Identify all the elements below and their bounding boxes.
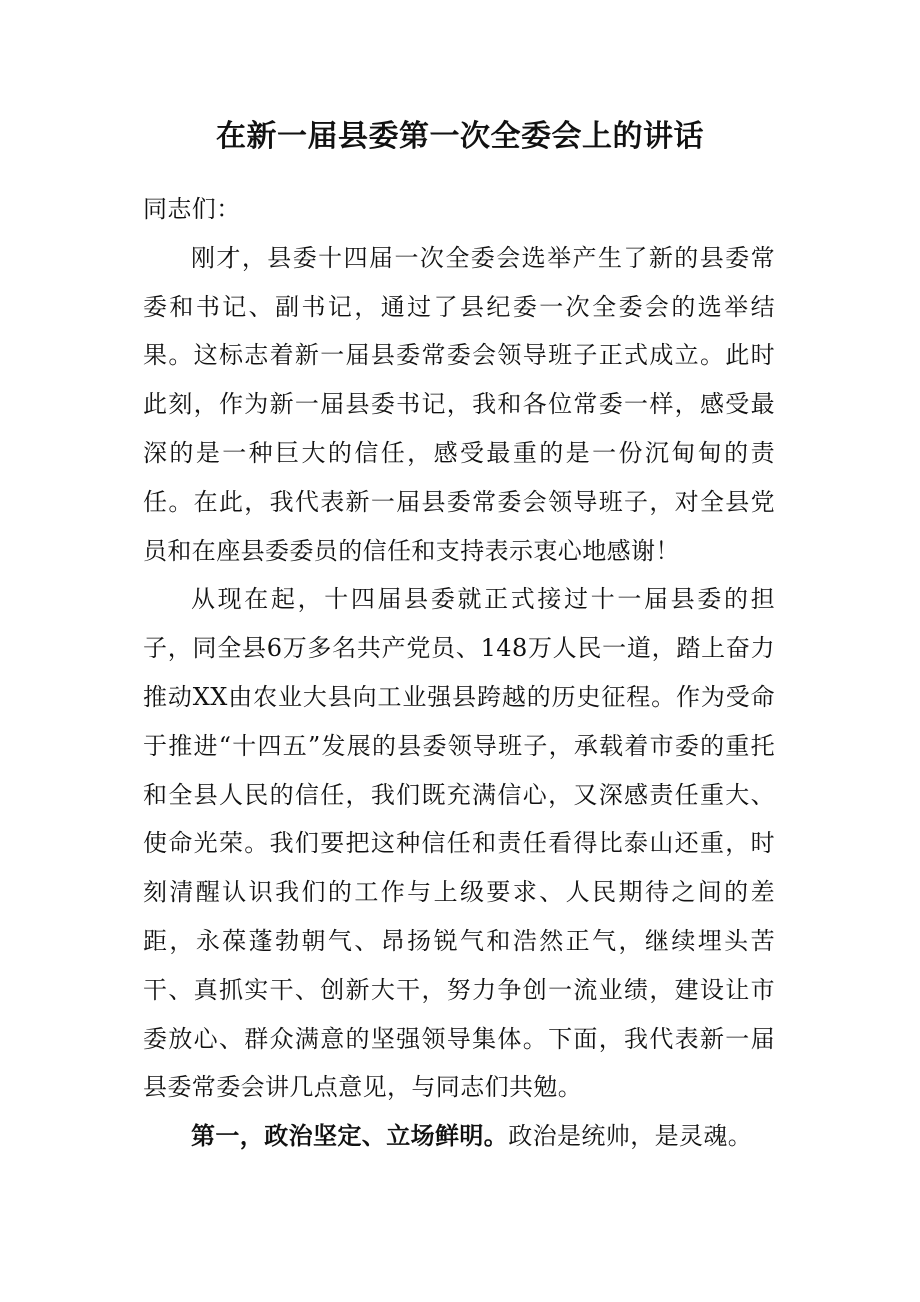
section-1-paragraph <box>143 1112 775 1161</box>
document-body <box>143 185 775 1161</box>
paragraph-1: 刚才，县委十四届一次全委会选举产生了新的县委常委和书记、副书记，通过了县纪委一次全委会的选举结果。这标志着新一届县委常委会领导班子正式成立。此时此刻，作为新一届县委书记，我和各位常委一样，感受最深的是一种巨大的信任，感受最重的是一份沉甸甸的责任。在此，我代表新一届县委常委会领导班子，对全县党员和在座县委委员的信任和支持表示衷心地感谢！ <box>143 243 775 565</box>
document-title: 在新一届县委第一次全委会上的讲话 <box>216 119 704 154</box>
paragraph-2: 从现在起，十四届县委就正式接过十一届县委的担子，同全县6万多名共产党员、148万人民一道，踏上奋力推动XX由农业大县向工业强县跨越的历史征程。作为受命于推进“十四五”发展的县委领导班子，承载着市委的重托和全县人民的信任，我们既充满信心，又深感责任重大、使命光荣。我们要把这种信任和责任看得比泰山还重，时刻清醒认识我们的工作与上级要求、人民期待之间的差距，永葆蓬勃朝气、昂扬锐气和浩然正气，继续埋头苦干、真抓实干、创新大干，努力争创一流业绩，建设让市委放心、群众满意的坚强领导集体。下面，我代表新一届县委常委会讲几点意见，与同志们共勉。 <box>143 585 775 1102</box>
section-1-text: 政治是统帅，是灵魂。 <box>508 1122 753 1151</box>
section-1-heading: 第一，政治坚定、立场鲜明。 <box>191 1121 509 1151</box>
salutation: 同志们： <box>143 195 241 223</box>
